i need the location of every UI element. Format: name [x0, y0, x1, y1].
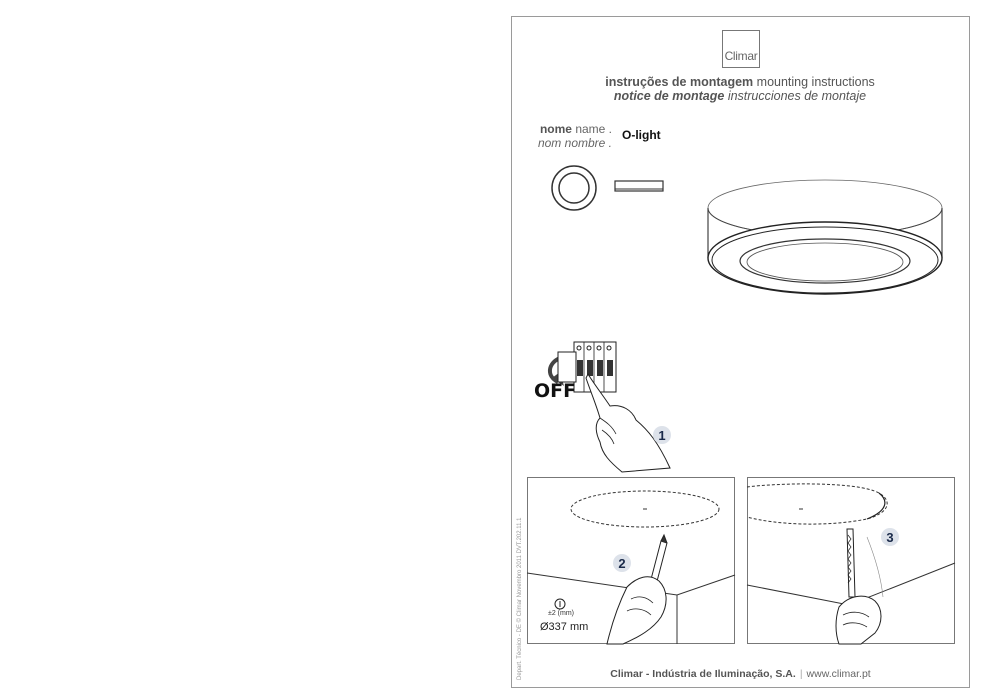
title-fr: notice de montage: [613, 89, 725, 103]
tolerance-label: ±2 (mm): [548, 610, 575, 617]
title-line-2: [560, 89, 920, 103]
step-2-badge: 2: [613, 554, 631, 572]
title-en: mounting instructions: [756, 75, 875, 89]
product-name: O-light: [622, 128, 661, 142]
off-label: OFF: [534, 380, 577, 402]
logo-text: Climar: [724, 49, 758, 63]
footer: [511, 668, 970, 680]
side-reference-text: Depart. Técnico - DE © Climar Novembro 2011 DVT.202.11.1: [517, 517, 523, 680]
name-label-line-1: nome name .: [539, 122, 612, 136]
step-1-badge: 1: [653, 426, 671, 444]
product-side-view-icon: [614, 180, 664, 194]
marking-ceiling-illustration: [527, 477, 735, 644]
climar-logo: [722, 30, 760, 68]
footer-separator: |: [799, 668, 803, 680]
title-es: instrucciones de montaje: [727, 89, 867, 103]
breaker-panel-illustration: [540, 338, 680, 478]
title-pt: instruções de montagem: [605, 75, 754, 89]
name-label-line-2: nom nombre .: [537, 136, 612, 150]
luminaire-illustration: [700, 178, 950, 303]
footer-website: www.climar.pt: [806, 668, 871, 680]
step-3-badge: 3: [881, 528, 899, 546]
footer-company: Climar - Indústria de Iluminação, S.A.: [610, 668, 796, 680]
cutting-ceiling-illustration: [747, 477, 955, 644]
product-top-view-icon: [550, 164, 598, 212]
name-label: [520, 122, 612, 150]
diameter-label: Ø337 mm: [540, 621, 589, 633]
title-line-1: [560, 75, 920, 89]
